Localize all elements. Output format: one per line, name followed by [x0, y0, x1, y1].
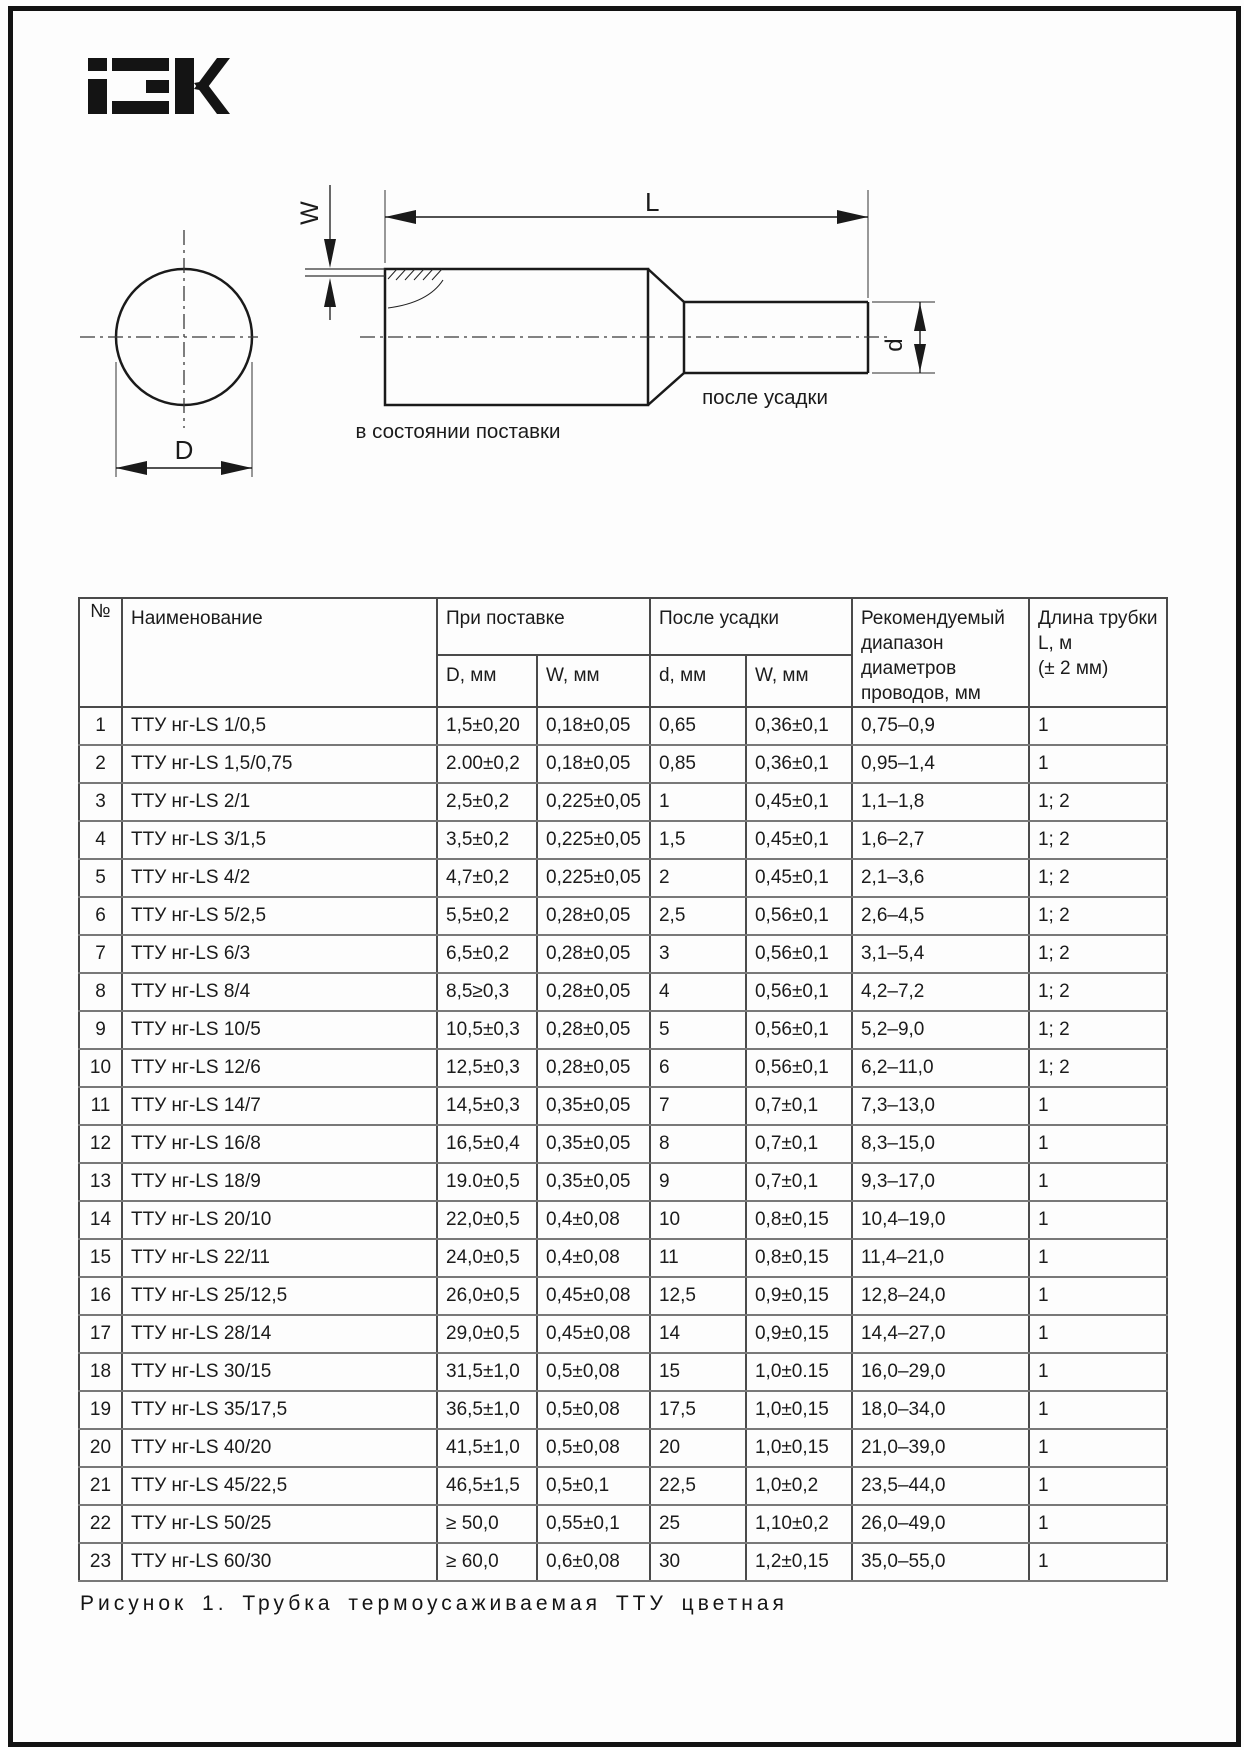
label-delivery-state: в состоянии поставки: [355, 420, 561, 443]
W-shrunk-value: 1,0±0,15: [746, 1429, 852, 1467]
d-value: 30: [650, 1543, 746, 1581]
table-body: [79, 707, 1167, 1581]
length-value: 1: [1029, 1543, 1167, 1581]
product-name: ТТУ нг-LS 12/6: [122, 1049, 437, 1087]
product-name: ТТУ нг-LS 10/5: [122, 1011, 437, 1049]
row-number: 10: [79, 1049, 122, 1087]
table-row: [79, 1011, 1167, 1049]
product-name: ТТУ нг-LS 20/10: [122, 1201, 437, 1239]
product-name: ТТУ нг-LS 8/4: [122, 973, 437, 1011]
row-number: 22: [79, 1505, 122, 1543]
wire-range-value: 21,0–39,0: [852, 1429, 1029, 1467]
label-w: W: [296, 201, 324, 225]
length-value: 1; 2: [1029, 935, 1167, 973]
d-value: 7: [650, 1087, 746, 1125]
row-number: 20: [79, 1429, 122, 1467]
header-wire-range-line3: проводов, мм: [860, 683, 981, 704]
row-number: 13: [79, 1163, 122, 1201]
wire-range-value: 6,2–11,0: [852, 1049, 1029, 1087]
row-number: 8: [79, 973, 122, 1011]
W-delivery-value: 0,45±0,08: [537, 1315, 650, 1353]
W-shrunk-value: 0,8±0,15: [746, 1201, 852, 1239]
W-delivery-value: 0,4±0,08: [537, 1201, 650, 1239]
table-row: [79, 1467, 1167, 1505]
W-delivery-value: 0,18±0,05: [537, 745, 650, 783]
table-row: [79, 1429, 1167, 1467]
W-shrunk-value: 0,45±0,1: [746, 821, 852, 859]
wire-range-value: 14,4–27,0: [852, 1315, 1029, 1353]
length-value: 1: [1029, 1087, 1167, 1125]
header-wire-range-line1: Рекомендуемый: [860, 608, 1005, 629]
wire-range-value: 23,5–44,0: [852, 1467, 1029, 1505]
W-delivery-value: 0,55±0,1: [537, 1505, 650, 1543]
product-name: ТТУ нг-LS 2/1: [122, 783, 437, 821]
D-value: 26,0±0,5: [437, 1277, 537, 1315]
D-value: 1,5±0,20: [437, 707, 537, 745]
product-name: ТТУ нг-LS 35/17,5: [122, 1391, 437, 1429]
wire-range-value: 26,0–49,0: [852, 1505, 1029, 1543]
D-value: 10,5±0,3: [437, 1011, 537, 1049]
l-extension-lines: [385, 190, 868, 298]
d-value: 12,5: [650, 1277, 746, 1315]
d-arrow-right: [221, 461, 252, 475]
w-arrow-up: [324, 278, 336, 307]
D-value: 3,5±0,2: [437, 821, 537, 859]
length-value: 1: [1029, 1315, 1167, 1353]
D-value: 6,5±0,2: [437, 935, 537, 973]
W-shrunk-value: 0,56±0,1: [746, 973, 852, 1011]
small-d-arrow-up: [914, 303, 926, 331]
wire-range-value: 18,0–34,0: [852, 1391, 1029, 1429]
D-value: 8,5≥0,3: [437, 973, 537, 1011]
D-value: 2,5±0,2: [437, 783, 537, 821]
length-value: 1: [1029, 1163, 1167, 1201]
d-value: 0,65: [650, 707, 746, 745]
d-value: 14: [650, 1315, 746, 1353]
W-delivery-value: 0,28±0,05: [537, 973, 650, 1011]
product-name: ТТУ нг-LS 6/3: [122, 935, 437, 973]
row-number: 9: [79, 1011, 122, 1049]
W-shrunk-value: 1,2±0,15: [746, 1543, 852, 1581]
table-row: [79, 1505, 1167, 1543]
product-name: ТТУ нг-LS 4/2: [122, 859, 437, 897]
wire-range-value: 0,75–0,9: [852, 707, 1029, 745]
product-name: ТТУ нг-LS 14/7: [122, 1087, 437, 1125]
d-value: 5: [650, 1011, 746, 1049]
table-row: [79, 973, 1167, 1011]
small-d-extension-lines: [872, 302, 935, 373]
table-row: [79, 821, 1167, 859]
W-shrunk-value: 1,0±0,2: [746, 1467, 852, 1505]
row-number: 15: [79, 1239, 122, 1277]
d-arrow-left: [116, 461, 147, 475]
d-value: 25: [650, 1505, 746, 1543]
wire-range-value: 35,0–55,0: [852, 1543, 1029, 1581]
W-shrunk-value: 0,36±0,1: [746, 707, 852, 745]
product-name: ТТУ нг-LS 16/8: [122, 1125, 437, 1163]
d-value: 9: [650, 1163, 746, 1201]
d-value: 4: [650, 973, 746, 1011]
d-value: 11: [650, 1239, 746, 1277]
table-row: [79, 745, 1167, 783]
wire-range-value: 4,2–7,2: [852, 973, 1029, 1011]
wire-range-value: 1,6–2,7: [852, 821, 1029, 859]
length-value: 1; 2: [1029, 1049, 1167, 1087]
row-number: 6: [79, 897, 122, 935]
row-number: 21: [79, 1467, 122, 1505]
product-name: ТТУ нг-LS 25/12,5: [122, 1277, 437, 1315]
label-l: L: [645, 187, 660, 217]
d-value: 0,85: [650, 745, 746, 783]
wire-range-value: 1,1–1,8: [852, 783, 1029, 821]
D-value: 22,0±0,5: [437, 1201, 537, 1239]
W-shrunk-value: 0,8±0,15: [746, 1239, 852, 1277]
table-row: [79, 707, 1167, 745]
header-num: №: [79, 598, 122, 707]
product-name: ТТУ нг-LS 3/1,5: [122, 821, 437, 859]
table-row: [79, 1315, 1167, 1353]
row-number: 19: [79, 1391, 122, 1429]
length-value: 1: [1029, 1125, 1167, 1163]
W-shrunk-value: 1,0±0.15: [746, 1353, 852, 1391]
D-value: 36,5±1,0: [437, 1391, 537, 1429]
wire-range-value: 3,1–5,4: [852, 935, 1029, 973]
header-delivery: При поставке: [437, 598, 650, 655]
W-delivery-value: 0,4±0,08: [537, 1239, 650, 1277]
length-value: 1: [1029, 1391, 1167, 1429]
table-row: [79, 1125, 1167, 1163]
D-value: 31,5±1,0: [437, 1353, 537, 1391]
table-row: [79, 1049, 1167, 1087]
d-value: 1: [650, 783, 746, 821]
W-shrunk-value: 0,9±0,15: [746, 1315, 852, 1353]
table-row: [79, 1087, 1167, 1125]
header-tube-length-line1: Длина трубки L, м: [1037, 608, 1158, 654]
wire-range-value: 11,4–21,0: [852, 1239, 1029, 1277]
header-D-mm: D, мм: [437, 655, 537, 707]
label-shrunk-state: после усадки: [702, 386, 828, 409]
length-value: 1; 2: [1029, 783, 1167, 821]
W-shrunk-value: 0,7±0,1: [746, 1163, 852, 1201]
label-small-d: d: [881, 338, 908, 352]
row-number: 16: [79, 1277, 122, 1315]
W-shrunk-value: 0,7±0,1: [746, 1087, 852, 1125]
W-delivery-value: 0,35±0,05: [537, 1163, 650, 1201]
W-delivery-value: 0,225±0,05: [537, 783, 650, 821]
row-number: 17: [79, 1315, 122, 1353]
table-row: [79, 1239, 1167, 1277]
w-arrow-down: [324, 239, 336, 268]
W-delivery-value: 0,35±0,05: [537, 1087, 650, 1125]
product-name: ТТУ нг-LS 1/0,5: [122, 707, 437, 745]
length-value: 1: [1029, 1201, 1167, 1239]
W-shrunk-value: 0,56±0,1: [746, 1049, 852, 1087]
row-number: 2: [79, 745, 122, 783]
row-number: 12: [79, 1125, 122, 1163]
D-value: 14,5±0,3: [437, 1087, 537, 1125]
wire-range-value: 8,3–15,0: [852, 1125, 1029, 1163]
table-row: [79, 1391, 1167, 1429]
row-number: 5: [79, 859, 122, 897]
wire-range-value: 7,3–13,0: [852, 1087, 1029, 1125]
header-W-mm-shrunk: W, мм: [746, 655, 852, 707]
row-number: 4: [79, 821, 122, 859]
W-delivery-value: 0,6±0,08: [537, 1543, 650, 1581]
W-delivery-value: 0,5±0,08: [537, 1391, 650, 1429]
wire-range-value: 12,8–24,0: [852, 1277, 1029, 1315]
d-value: 17,5: [650, 1391, 746, 1429]
wall-hatch: [388, 269, 443, 308]
W-delivery-value: 0,5±0,08: [537, 1353, 650, 1391]
table-row: [79, 1277, 1167, 1315]
wire-range-value: 10,4–19,0: [852, 1201, 1029, 1239]
W-delivery-value: 0,225±0,05: [537, 821, 650, 859]
row-number: 3: [79, 783, 122, 821]
table-row: [79, 1163, 1167, 1201]
wire-range-value: 9,3–17,0: [852, 1163, 1029, 1201]
d-value: 8: [650, 1125, 746, 1163]
d-value: 6: [650, 1049, 746, 1087]
table-row: [79, 783, 1167, 821]
D-value: ≥ 50,0: [437, 1505, 537, 1543]
header-d-mm: d, мм: [650, 655, 746, 707]
table-row: [79, 1201, 1167, 1239]
length-value: 1: [1029, 745, 1167, 783]
length-value: 1; 2: [1029, 973, 1167, 1011]
D-value: 4,7±0,2: [437, 859, 537, 897]
product-name: ТТУ нг-LS 45/22,5: [122, 1467, 437, 1505]
label-big-d: D: [174, 435, 194, 465]
W-shrunk-value: 0,56±0,1: [746, 935, 852, 973]
product-name: ТТУ нг-LS 5/2,5: [122, 897, 437, 935]
d-value: 22,5: [650, 1467, 746, 1505]
product-name: ТТУ нг-LS 1,5/0,75: [122, 745, 437, 783]
header-wire-range-line2: диапазон диаметров: [860, 633, 957, 679]
product-name: ТТУ нг-LS 40/20: [122, 1429, 437, 1467]
table-row: [79, 859, 1167, 897]
D-value: 41,5±1,0: [437, 1429, 537, 1467]
wire-range-value: 0,95–1,4: [852, 745, 1029, 783]
d-value: 10: [650, 1201, 746, 1239]
table-row: [79, 1543, 1167, 1581]
table-row: [79, 935, 1167, 973]
row-number: 23: [79, 1543, 122, 1581]
W-shrunk-value: 0,56±0,1: [746, 897, 852, 935]
W-delivery-value: 0,5±0,08: [537, 1429, 650, 1467]
D-value: 5,5±0,2: [437, 897, 537, 935]
wire-range-value: 2,6–4,5: [852, 897, 1029, 935]
D-value: 12,5±0,3: [437, 1049, 537, 1087]
D-value: 46,5±1,5: [437, 1467, 537, 1505]
D-value: 19.0±0,5: [437, 1163, 537, 1201]
row-number: 18: [79, 1353, 122, 1391]
W-delivery-value: 0,28±0,05: [537, 897, 650, 935]
W-delivery-value: 0,45±0,08: [537, 1277, 650, 1315]
small-d-arrow-down: [914, 344, 926, 372]
product-name: ТТУ нг-LS 22/11: [122, 1239, 437, 1277]
D-value: ≥ 60,0: [437, 1543, 537, 1581]
W-shrunk-value: 0,9±0,15: [746, 1277, 852, 1315]
length-value: 1: [1029, 1505, 1167, 1543]
l-arrow-left: [385, 210, 416, 224]
W-delivery-value: 0,28±0,05: [537, 1049, 650, 1087]
length-value: 1: [1029, 1429, 1167, 1467]
D-value: 16,5±0,4: [437, 1125, 537, 1163]
header-tube-length-line2: (± 2 мм): [1037, 658, 1109, 679]
header-W-mm-delivery: W, мм: [537, 655, 650, 707]
d-value: 15: [650, 1353, 746, 1391]
length-value: 1: [1029, 1467, 1167, 1505]
length-value: 1: [1029, 707, 1167, 745]
tube-diagram: [0, 0, 1244, 520]
wire-range-value: 5,2–9,0: [852, 1011, 1029, 1049]
W-delivery-value: 0,35±0,05: [537, 1125, 650, 1163]
W-shrunk-value: 1,0±0,15: [746, 1391, 852, 1429]
product-name: ТТУ нг-LS 28/14: [122, 1315, 437, 1353]
W-shrunk-value: 0,45±0,1: [746, 783, 852, 821]
row-number: 11: [79, 1087, 122, 1125]
product-name: ТТУ нг-LS 50/25: [122, 1505, 437, 1543]
figure-caption: Рисунок 1. Трубка термоусаживаемая ТТУ цветная: [80, 1592, 788, 1615]
wall-thickness-lines: [305, 269, 385, 276]
spec-table: [78, 597, 1168, 1582]
length-value: 1: [1029, 1353, 1167, 1391]
header-name: Наименование: [122, 598, 437, 707]
W-delivery-value: 0,225±0,05: [537, 859, 650, 897]
row-number: 7: [79, 935, 122, 973]
W-shrunk-value: 1,10±0,2: [746, 1505, 852, 1543]
length-value: 1; 2: [1029, 1011, 1167, 1049]
length-value: 1; 2: [1029, 859, 1167, 897]
W-delivery-value: 0,28±0,05: [537, 935, 650, 973]
length-value: 1; 2: [1029, 821, 1167, 859]
table-row: [79, 1353, 1167, 1391]
row-number: 1: [79, 707, 122, 745]
header-tube-length: [1029, 598, 1167, 707]
D-value: 29,0±0,5: [437, 1315, 537, 1353]
product-name: ТТУ нг-LS 30/15: [122, 1353, 437, 1391]
header-wire-range: [852, 598, 1029, 707]
d-value: 20: [650, 1429, 746, 1467]
product-name: ТТУ нг-LS 60/30: [122, 1543, 437, 1581]
W-delivery-value: 0,5±0,1: [537, 1467, 650, 1505]
row-number: 14: [79, 1201, 122, 1239]
W-shrunk-value: 0,45±0,1: [746, 859, 852, 897]
l-arrow-right: [837, 210, 868, 224]
length-value: 1: [1029, 1277, 1167, 1315]
D-value: 2.00±0,2: [437, 745, 537, 783]
D-value: 24,0±0,5: [437, 1239, 537, 1277]
W-shrunk-value: 0,56±0,1: [746, 1011, 852, 1049]
wire-range-value: 16,0–29,0: [852, 1353, 1029, 1391]
W-shrunk-value: 0,36±0,1: [746, 745, 852, 783]
d-value: 2: [650, 859, 746, 897]
length-value: 1: [1029, 1239, 1167, 1277]
product-name: ТТУ нг-LS 18/9: [122, 1163, 437, 1201]
table-row: [79, 897, 1167, 935]
wire-range-value: 2,1–3,6: [852, 859, 1029, 897]
length-value: 1; 2: [1029, 897, 1167, 935]
d-value: 1,5: [650, 821, 746, 859]
W-delivery-value: 0,28±0,05: [537, 1011, 650, 1049]
d-value: 3: [650, 935, 746, 973]
W-shrunk-value: 0,7±0,1: [746, 1125, 852, 1163]
W-delivery-value: 0,18±0,05: [537, 707, 650, 745]
d-value: 2,5: [650, 897, 746, 935]
header-after-shrink: После усадки: [650, 598, 852, 655]
